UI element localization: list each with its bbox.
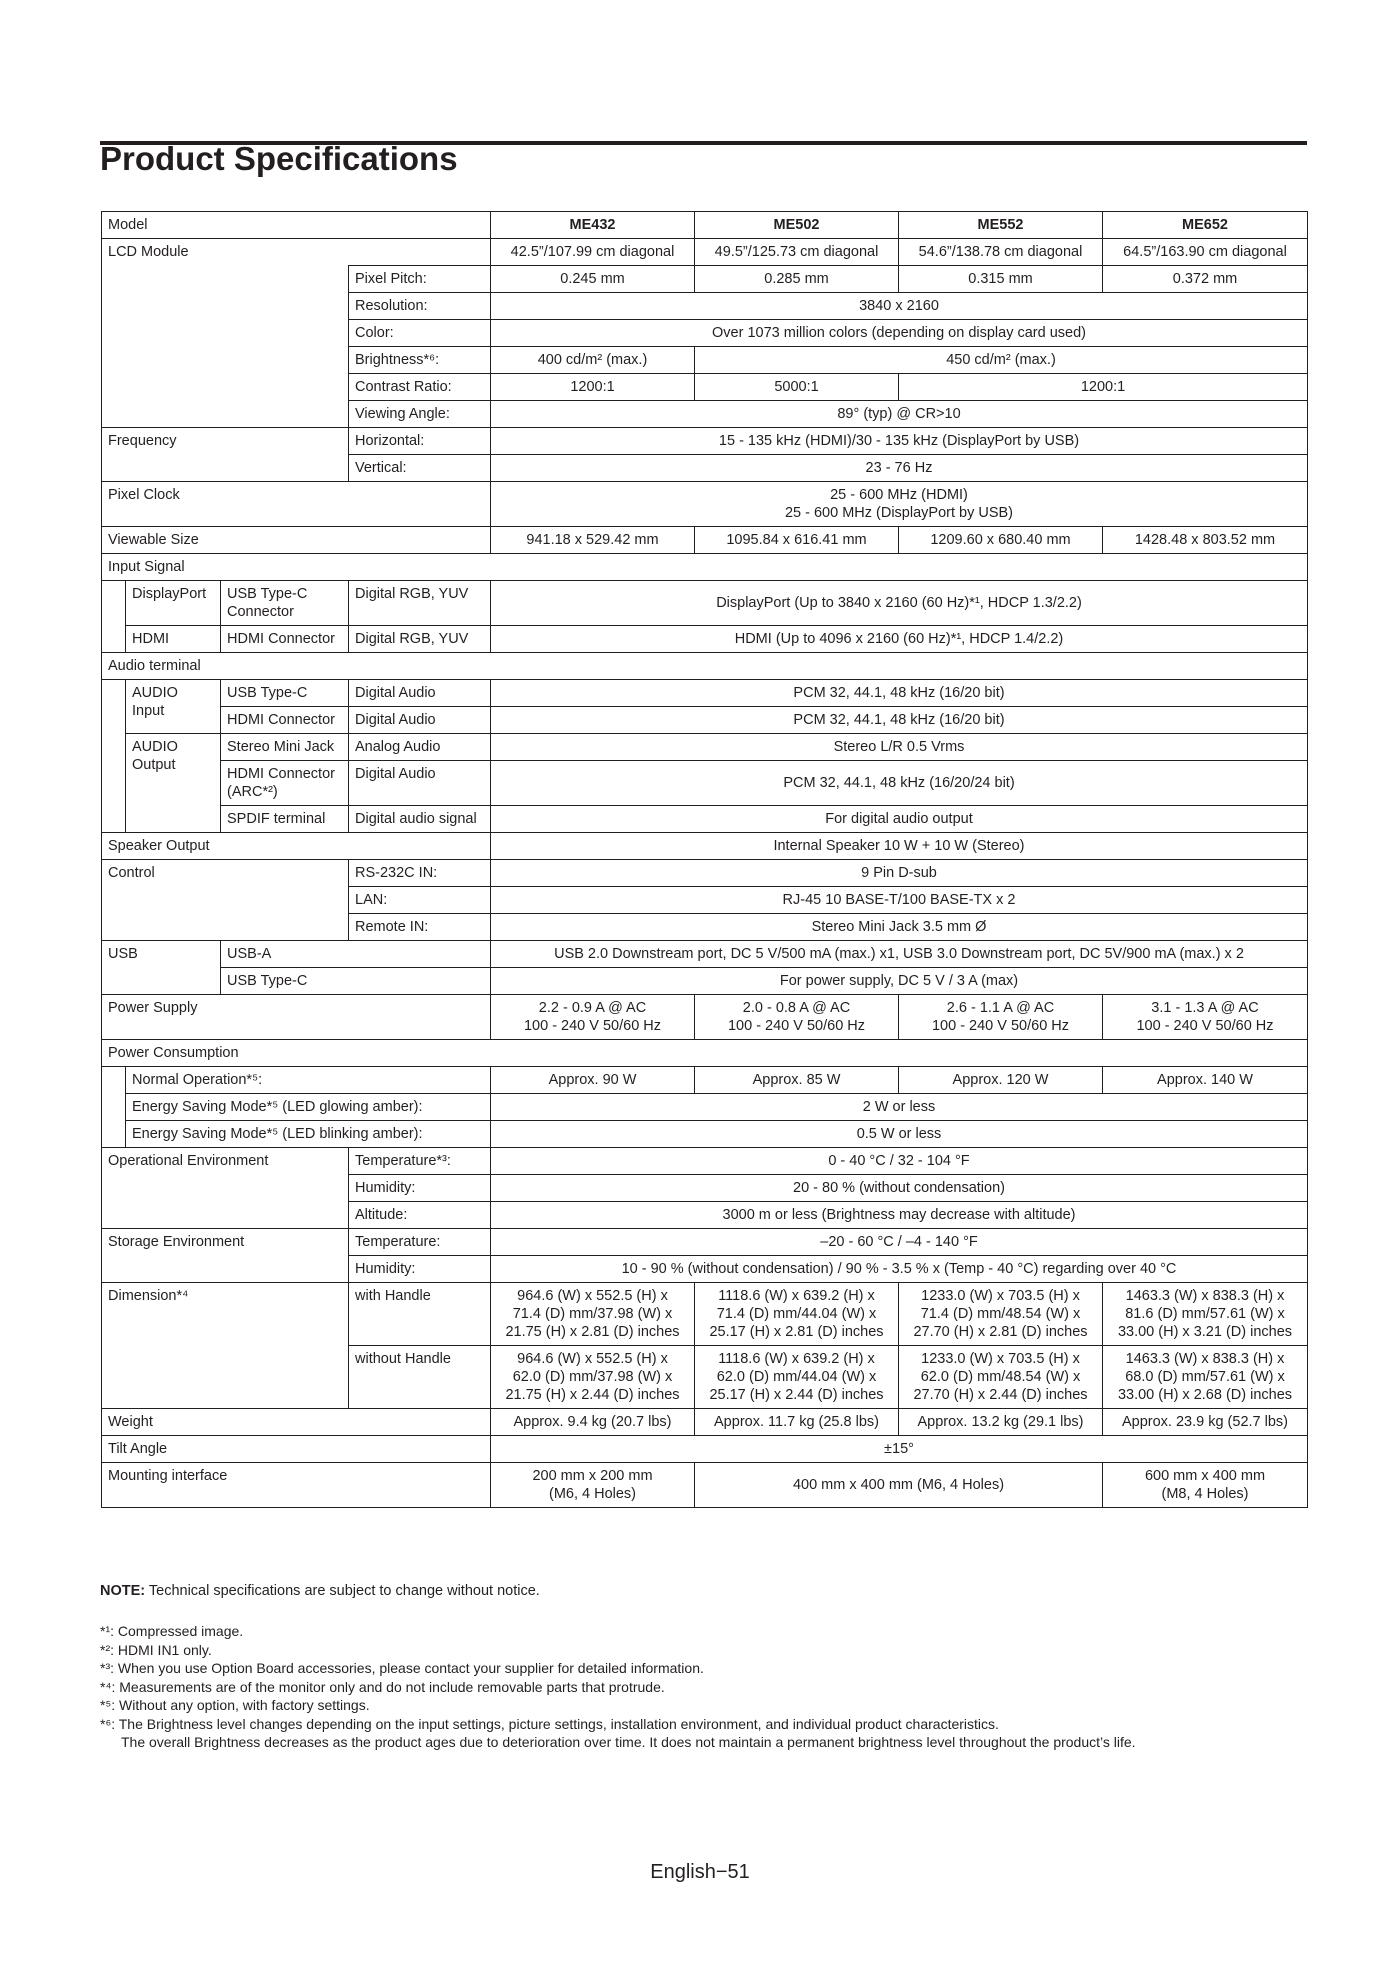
- table-cell: [491, 1283, 695, 1346]
- operational-label: Operational Environment: [102, 1148, 349, 1229]
- table-cell: [1103, 995, 1308, 1040]
- table-row: [102, 806, 1308, 833]
- table-cell: 15 - 135 kHz (HDMI)/30 - 135 kHz (DisplayPort by USB): [491, 428, 1308, 455]
- row-label: Digital RGB, YUV: [349, 626, 491, 653]
- cell-line: 71.4 (D) mm/48.54 (W) x: [920, 1306, 1081, 1322]
- table-cell: Approx. 23.9 kg (52.7 lbs): [1103, 1409, 1308, 1436]
- cell-line: 2.6 - 1.1 A @ AC: [946, 1000, 1055, 1016]
- note: [100, 1583, 540, 1599]
- cell-line: 71.4 (D) mm/37.98 (W) x: [512, 1306, 673, 1322]
- cell-line: 100 - 240 V 50/60 Hz: [931, 1018, 1070, 1034]
- row-label: AUDIO Input: [126, 680, 221, 734]
- model-header: ME652: [1103, 212, 1308, 239]
- table-cell: [491, 995, 695, 1040]
- cell-line: 964.6 (W) x 552.5 (H) x: [517, 1351, 668, 1367]
- table-row: [102, 1436, 1308, 1463]
- table-cell: 23 - 76 Hz: [491, 455, 1308, 482]
- table-row: [102, 212, 1308, 239]
- cell-line: 27.70 (H) x 2.44 (D) inches: [913, 1387, 1088, 1403]
- audio-label: Audio terminal: [102, 653, 1308, 680]
- cell-line: 964.6 (W) x 552.5 (H) x: [517, 1288, 668, 1304]
- row-label: Digital Audio: [349, 680, 491, 707]
- table-cell: 10 - 90 % (without condensation) / 90 % - 3.5 % x (Temp - 40 °C) regarding over 40 °C: [491, 1256, 1308, 1283]
- dimension-label: Dimension*⁴: [102, 1283, 349, 1409]
- table-cell: 1200:1: [899, 374, 1308, 401]
- table-row: [102, 266, 1308, 293]
- cell-line: 1463.3 (W) x 838.3 (H) x: [1125, 1351, 1285, 1367]
- footnote: *⁴: Measurements are of the monitor only and do not include removable parts that protrude.: [100, 1678, 665, 1695]
- row-label: Contrast Ratio:: [349, 374, 491, 401]
- row-label: Normal Operation*⁵:: [126, 1067, 491, 1094]
- row-label: Digital Audio: [349, 761, 491, 806]
- row-label: Digital Audio: [349, 707, 491, 734]
- cell-line: 100 - 240 V 50/60 Hz: [523, 1018, 662, 1034]
- model-label: Model: [102, 212, 491, 239]
- footnote-continuation: The overall Brightness decreases as the product ages due to deterioration over time. It does not maintain a permanent brightness level throughout the product’s life.: [121, 1734, 1136, 1750]
- table-row: [102, 1094, 1308, 1121]
- table-cell: [1103, 1283, 1308, 1346]
- table-row: [102, 1229, 1308, 1256]
- table-row: [102, 734, 1308, 761]
- table-cell: 0.315 mm: [899, 266, 1103, 293]
- row-label: Brightness*⁶:: [349, 347, 491, 374]
- cell-line: 27.70 (H) x 2.81 (D) inches: [913, 1324, 1088, 1340]
- table-row: [102, 968, 1308, 995]
- row-label: SPDIF terminal: [221, 806, 349, 833]
- table-row: [102, 1283, 1308, 1346]
- table-cell: 1209.60 x 680.40 mm: [899, 527, 1103, 554]
- cell-line: 25 - 600 MHz (HDMI): [830, 487, 968, 503]
- cell-line: 200 mm x 200 mm: [532, 1468, 653, 1484]
- cell-line: 100 - 240 V 50/60 Hz: [1136, 1018, 1274, 1034]
- cell-line: 21.75 (H) x 2.81 (D) inches: [505, 1324, 680, 1340]
- table-cell: ±15°: [491, 1436, 1308, 1463]
- row-label: USB-A: [221, 941, 491, 968]
- note-label: NOTE:: [100, 1583, 146, 1599]
- table-row: [102, 581, 1308, 626]
- indent-cell: [102, 1067, 126, 1148]
- spec-table: [101, 211, 1308, 1508]
- table-cell: 941.18 x 529.42 mm: [491, 527, 695, 554]
- cell-line: 1118.6 (W) x 639.2 (H) x: [718, 1288, 875, 1304]
- cell-line: 25.17 (H) x 2.44 (D) inches: [709, 1387, 884, 1403]
- storage-label: Storage Environment: [102, 1229, 349, 1283]
- table-row: [102, 680, 1308, 707]
- row-label: USB Type-C: [221, 680, 349, 707]
- row-label: Humidity:: [349, 1175, 491, 1202]
- row-label: USB Type-C: [221, 968, 491, 995]
- table-cell: 1095.84 x 616.41 mm: [695, 527, 899, 554]
- power-supply-label: Power Supply: [102, 995, 491, 1040]
- table-cell: 400 cd/m² (max.): [491, 347, 695, 374]
- table-row: [102, 1121, 1308, 1148]
- table-cell: Approx. 90 W: [491, 1067, 695, 1094]
- table-cell: [695, 1283, 899, 1346]
- cell-line: 33.00 (H) x 2.68 (D) inches: [1117, 1387, 1293, 1403]
- row-label: Resolution:: [349, 293, 491, 320]
- table-cell: Over 1073 million colors (depending on display card used): [491, 320, 1308, 347]
- row-label: without Handle: [349, 1346, 491, 1409]
- table-cell: Approx. 11.7 kg (25.8 lbs): [695, 1409, 899, 1436]
- footnote: *⁶: The Brightness level changes depending on the input settings, picture settings, installation environment, and individual product characteristics.: [100, 1715, 999, 1732]
- table-cell: PCM 32, 44.1, 48 kHz (16/20 bit): [491, 680, 1308, 707]
- table-cell: 64.5”/163.90 cm diagonal: [1103, 239, 1308, 266]
- table-cell: 20 - 80 % (without condensation): [491, 1175, 1308, 1202]
- table-row: [102, 626, 1308, 653]
- cell-line: 3.1 - 1.3 A @ AC: [1151, 1000, 1259, 1016]
- page-number: English−51: [650, 1861, 750, 1883]
- cell-line: 62.0 (D) mm/44.04 (W) x: [716, 1369, 877, 1385]
- note-text: Technical specifications are subject to change without notice.: [148, 1583, 540, 1599]
- row-label: Pixel Pitch:: [349, 266, 491, 293]
- row-label: DisplayPort: [126, 581, 221, 626]
- cell-line: 25 - 600 MHz (DisplayPort by USB): [784, 505, 1014, 521]
- table-cell: 0.5 W or less: [491, 1121, 1308, 1148]
- table-row: [102, 527, 1308, 554]
- cell-line: 2.0 - 0.8 A @ AC: [742, 1000, 851, 1016]
- cell-line: 600 mm x 400 mm: [1144, 1468, 1266, 1484]
- row-label: with Handle: [349, 1283, 491, 1346]
- table-cell: 0 - 40 °C / 32 - 104 °F: [491, 1148, 1308, 1175]
- model-header: ME552: [899, 212, 1103, 239]
- cell-line: 1233.0 (W) x 703.5 (H) x: [921, 1351, 1080, 1367]
- table-cell: RJ-45 10 BASE-T/100 BASE-TX x 2: [491, 887, 1308, 914]
- table-row: [102, 239, 1308, 266]
- table-cell: [695, 1346, 899, 1409]
- row-label: Energy Saving Mode*⁵ (LED glowing amber):: [126, 1094, 491, 1121]
- table-cell: 54.6”/138.78 cm diagonal: [899, 239, 1103, 266]
- row-label: HDMI Connector (ARC*²): [221, 761, 349, 806]
- table-cell: [899, 1283, 1103, 1346]
- row-label: Stereo Mini Jack: [221, 734, 349, 761]
- row-label: Horizontal:: [349, 428, 491, 455]
- table-row: [102, 761, 1308, 806]
- row-label: RS-232C IN:: [349, 860, 491, 887]
- lcd-label: LCD Module: [102, 239, 491, 266]
- table-cell: [491, 1463, 695, 1508]
- cell-line: 1233.0 (W) x 703.5 (H) x: [921, 1288, 1080, 1304]
- row-label: Remote IN:: [349, 914, 491, 941]
- usb-label: USB: [102, 941, 221, 995]
- cell-line: 1118.6 (W) x 639.2 (H) x: [718, 1351, 875, 1367]
- table-cell: USB 2.0 Downstream port, DC 5 V/500 mA (max.) x1, USB 3.0 Downstream port, DC 5V/900 mA (max.) x 2: [491, 941, 1308, 968]
- table-cell: 89° (typ) @ CR>10: [491, 401, 1308, 428]
- table-cell: 3840 x 2160: [491, 293, 1308, 320]
- speaker-label: Speaker Output: [102, 833, 491, 860]
- model-header: ME432: [491, 212, 695, 239]
- row-label: Vertical:: [349, 455, 491, 482]
- table-cell: 0.285 mm: [695, 266, 899, 293]
- footnote: *²: HDMI IN1 only.: [100, 1641, 212, 1658]
- table-cell: 450 cd/m² (max.): [695, 347, 1308, 374]
- cell-line: 33.00 (H) x 3.21 (D) inches: [1117, 1324, 1293, 1340]
- table-row: [102, 428, 1308, 455]
- table-cell: [491, 482, 1308, 527]
- table-row: [102, 941, 1308, 968]
- table-cell: [899, 1346, 1103, 1409]
- frequency-label: Frequency: [102, 428, 349, 482]
- row-label: Analog Audio: [349, 734, 491, 761]
- table-cell: [899, 995, 1103, 1040]
- table-row: [102, 1040, 1308, 1067]
- table-cell: Approx. 13.2 kg (29.1 lbs): [899, 1409, 1103, 1436]
- control-label: Control: [102, 860, 349, 941]
- row-label: HDMI Connector: [221, 626, 349, 653]
- row-label: HDMI: [126, 626, 221, 653]
- row-label: Energy Saving Mode*⁵ (LED blinking amber):: [126, 1121, 491, 1148]
- cell-line: 81.6 (D) mm/57.61 (W) x: [1125, 1306, 1285, 1322]
- table-cell: PCM 32, 44.1, 48 kHz (16/20 bit): [491, 707, 1308, 734]
- mounting-label: Mounting interface: [102, 1463, 491, 1508]
- table-cell: 42.5”/107.99 cm diagonal: [491, 239, 695, 266]
- table-cell: 3000 m or less (Brightness may decrease with altitude): [491, 1202, 1308, 1229]
- table-cell: 5000:1: [695, 374, 899, 401]
- footnote: *⁵: Without any option, with factory settings.: [100, 1697, 370, 1713]
- table-row: [102, 1409, 1308, 1436]
- row-label: Viewing Angle:: [349, 401, 491, 428]
- table-cell: 1428.48 x 803.52 mm: [1103, 527, 1308, 554]
- table-row: [102, 833, 1308, 860]
- input-signal-label: Input Signal: [102, 554, 1308, 581]
- row-label: Temperature:: [349, 1229, 491, 1256]
- table-cell: –20 - 60 °C / –4 - 140 °F: [491, 1229, 1308, 1256]
- table-row: [102, 995, 1308, 1040]
- table-row: [102, 653, 1308, 680]
- cell-line: (M6, 4 Holes): [548, 1486, 637, 1502]
- table-cell: [1103, 1463, 1308, 1508]
- cell-line: (M8, 4 Holes): [1161, 1486, 1249, 1502]
- page-title: Product Specifications: [100, 140, 458, 177]
- table-row: [102, 707, 1308, 734]
- table-cell: 49.5”/125.73 cm diagonal: [695, 239, 899, 266]
- table-cell: 0.245 mm: [491, 266, 695, 293]
- cell-line: 100 - 240 V 50/60 Hz: [727, 1018, 866, 1034]
- cell-line: 62.0 (D) mm/37.98 (W) x: [512, 1369, 673, 1385]
- table-cell: 400 mm x 400 mm (M6, 4 Holes): [695, 1463, 1103, 1508]
- cell-line: 62.0 (D) mm/48.54 (W) x: [920, 1369, 1081, 1385]
- table-cell: [695, 995, 899, 1040]
- row-label: LAN:: [349, 887, 491, 914]
- model-header: ME502: [695, 212, 899, 239]
- cell-line: 71.4 (D) mm/44.04 (W) x: [716, 1306, 877, 1322]
- table-cell: [1103, 1346, 1308, 1409]
- indent-cell: [102, 581, 126, 653]
- table-cell: [491, 1346, 695, 1409]
- cell-line: 21.75 (H) x 2.44 (D) inches: [505, 1387, 680, 1403]
- table-row: [102, 1463, 1308, 1508]
- footnotes: [100, 1622, 1136, 1752]
- table-cell: Approx. 120 W: [899, 1067, 1103, 1094]
- cell-line: 1463.3 (W) x 838.3 (H) x: [1125, 1288, 1285, 1304]
- table-row: [102, 1148, 1308, 1175]
- row-label: AUDIO Output: [126, 734, 221, 833]
- table-cell: 1200:1: [491, 374, 695, 401]
- table-cell: Approx. 9.4 kg (20.7 lbs): [491, 1409, 695, 1436]
- table-row: [102, 554, 1308, 581]
- row-label: Temperature*³:: [349, 1148, 491, 1175]
- indent-cell: [102, 680, 126, 833]
- row-label: Humidity:: [349, 1256, 491, 1283]
- table-cell: Stereo L/R 0.5 Vrms: [491, 734, 1308, 761]
- table-cell: Internal Speaker 10 W + 10 W (Stereo): [491, 833, 1308, 860]
- table-cell: Approx. 85 W: [695, 1067, 899, 1094]
- row-label: Altitude:: [349, 1202, 491, 1229]
- row-label: USB Type-C Connector: [221, 581, 349, 626]
- table-cell: DisplayPort (Up to 3840 x 2160 (60 Hz)*¹, HDCP 1.3/2.2): [491, 581, 1308, 626]
- table-cell: For digital audio output: [491, 806, 1308, 833]
- tilt-label: Tilt Angle: [102, 1436, 491, 1463]
- cell-line: 2.2 - 0.9 A @ AC: [538, 1000, 647, 1016]
- table-cell: Stereo Mini Jack 3.5 mm Ø: [491, 914, 1308, 941]
- pixel-clock-label: Pixel Clock: [102, 482, 491, 527]
- table-row: [102, 1067, 1308, 1094]
- power-consumption-label: Power Consumption: [102, 1040, 1308, 1067]
- table-cell: For power supply, DC 5 V / 3 A (max): [491, 968, 1308, 995]
- cell-line: 68.0 (D) mm/57.61 (W) x: [1125, 1369, 1285, 1385]
- weight-label: Weight: [102, 1409, 491, 1436]
- table-cell: Approx. 140 W: [1103, 1067, 1308, 1094]
- table-cell: 9 Pin D-sub: [491, 860, 1308, 887]
- table-cell: PCM 32, 44.1, 48 kHz (16/20/24 bit): [491, 761, 1308, 806]
- footnote: *¹: Compressed image.: [100, 1623, 244, 1639]
- row-label: Digital RGB, YUV: [349, 581, 491, 626]
- table-row: [102, 482, 1308, 527]
- table-cell: [102, 266, 349, 428]
- cell-line: 25.17 (H) x 2.81 (D) inches: [709, 1324, 884, 1340]
- viewable-label: Viewable Size: [102, 527, 491, 554]
- footnote: *³: When you use Option Board accessories, please contact your supplier for detailed information.: [100, 1660, 704, 1676]
- row-label: Digital audio signal: [349, 806, 491, 833]
- row-label: Color:: [349, 320, 491, 347]
- table-row: [102, 860, 1308, 887]
- table-cell: 0.372 mm: [1103, 266, 1308, 293]
- table-cell: 2 W or less: [491, 1094, 1308, 1121]
- row-label: HDMI Connector: [221, 707, 349, 734]
- table-cell: HDMI (Up to 4096 x 2160 (60 Hz)*¹, HDCP 1.4/2.2): [491, 626, 1308, 653]
